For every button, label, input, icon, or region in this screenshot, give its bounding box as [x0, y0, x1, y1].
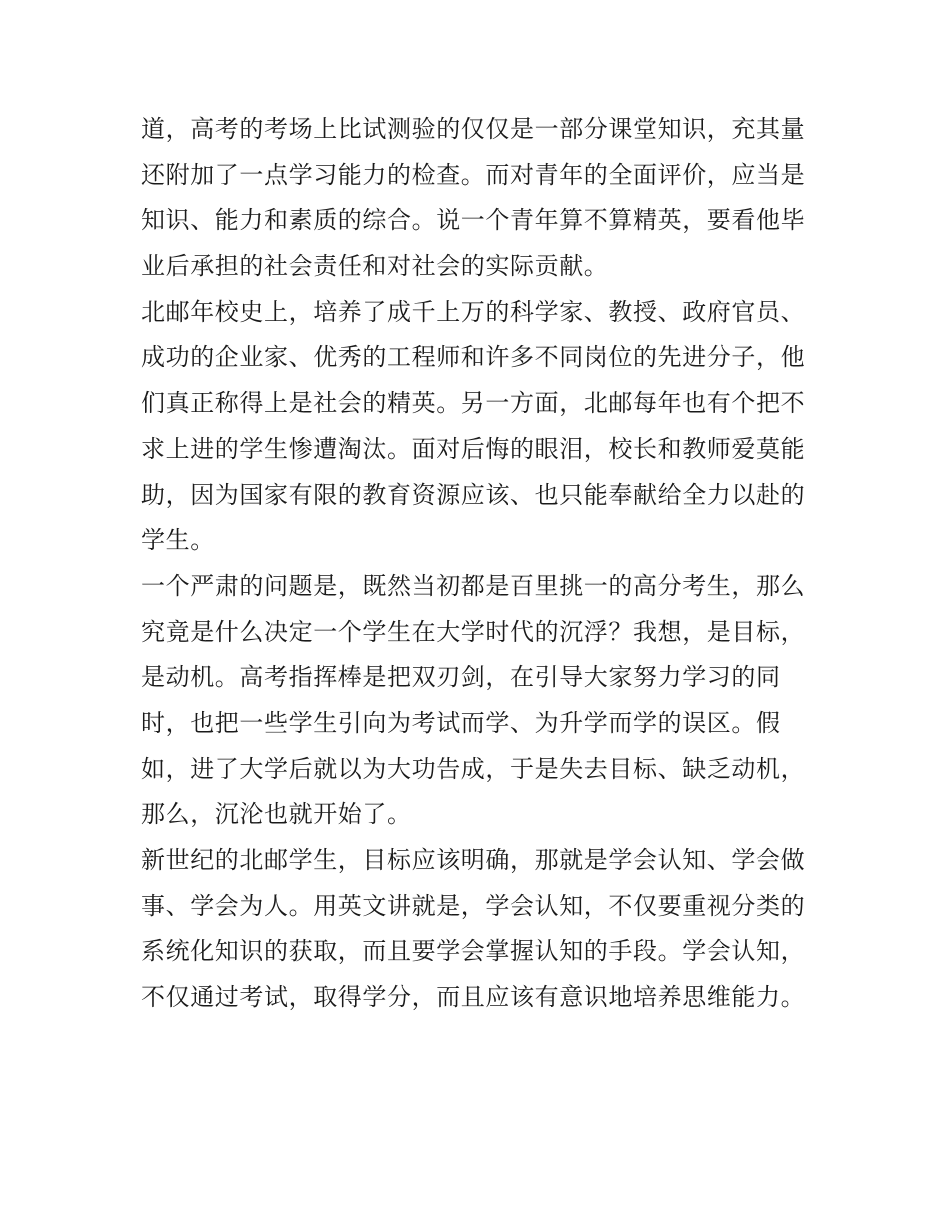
text-line: 不仅通过考试，取得学分，而且应该有意识地培养思维能力。 — [141, 983, 806, 1012]
text-line: 事、学会为人。用英文讲就是，学会认知，不仅要重视分类的 — [141, 891, 806, 920]
text-line: 时，也把一些学生引向为考试而学、为升学而学的误区。假 — [141, 708, 781, 737]
document-body — [141, 107, 821, 1021]
paragraph-4 — [141, 838, 821, 1021]
text-line: 一个严肃的问题是，既然当初都是百里挑一的高分考生，那么 — [141, 571, 806, 600]
text-line: 知识、能力和素质的综合。说一个青年算不算精英，要看他毕 — [141, 206, 806, 235]
text-line: 如，进了大学后就以为大功告成，于是失去目标、缺乏动机， — [141, 754, 806, 783]
text-line: 求上进的学生惨遭淘汰。面对后悔的眼泪，校长和教师爱莫能 — [141, 434, 806, 463]
text-line: 业后承担的社会责任和对社会的实际贡献。 — [141, 252, 609, 281]
paragraph-1 — [141, 107, 821, 290]
text-line: 北邮年校史上，培养了成千上万的科学家、教授、政府官员、 — [141, 297, 806, 326]
text-line: 们真正称得上是社会的精英。另一方面，北邮每年也有个把不 — [141, 389, 806, 418]
text-line: 助，因为国家有限的教育资源应该、也只能奉献给全力以赴的 — [141, 480, 806, 509]
paragraph-3 — [141, 564, 821, 838]
text-line: 道，高考的考场上比试测验的仅仅是一部分课堂知识，充其量 — [141, 115, 806, 143]
text-line: 那么，沉沦也就开始了。 — [141, 800, 412, 829]
text-line: 还附加了一点学习能力的检查。而对青年的全面评价，应当是 — [141, 160, 806, 189]
text-line: 新世纪的北邮学生，目标应该明确，那就是学会认知、学会做 — [141, 846, 806, 874]
text-line: 究竟是什么决定一个学生在大学时代的沉浮？我想，是目标， — [141, 617, 806, 646]
text-line: 是动机。高考指挥棒是把双刃剑，在引导大家努力学习的同 — [141, 663, 781, 692]
paragraph-2 — [141, 290, 821, 564]
text-line: 系统化知识的获取，而且要学会掌握认知的手段。学会认知， — [141, 937, 806, 966]
text-line: 成功的企业家、优秀的工程师和许多不同岗位的先进分子，他 — [141, 343, 806, 372]
text-line: 学生。 — [141, 526, 215, 555]
